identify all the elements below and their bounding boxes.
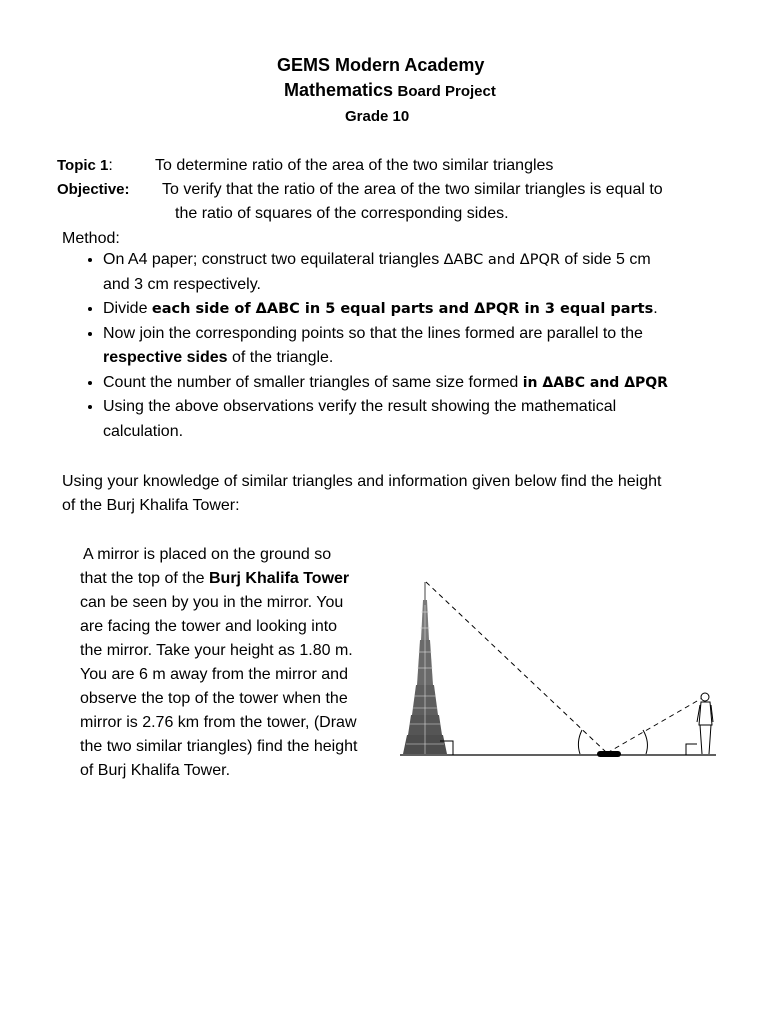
sight-line-tower [426, 582, 607, 753]
grade: Grade 10 [345, 108, 410, 125]
topic-label: Topic 1 [57, 157, 109, 174]
objective-line1: To verify that the ratio of the area of the two similar triangles is equal to [162, 181, 663, 198]
project: Board Project [397, 83, 496, 100]
list-item: • Using the above observations verify the result showing the mathematical calculation. [103, 395, 763, 444]
topic-colon: : [108, 157, 113, 174]
burj-intro-line2: of the Burj Khalifa Tower: [62, 497, 240, 514]
objective-line2: the ratio of squares of the corresponding sides. [175, 205, 509, 222]
list-item: • Divide each side of ΔABC in 5 equal parts and ΔPQR in 3 equal parts. [103, 297, 763, 322]
list-item: • On A4 paper; construct two equilateral triangles ΔABC and ΔPQR of side 5 cm and 3 cm respectively. [103, 248, 763, 297]
objective-label: Objective: [57, 181, 130, 198]
angle-arc-right [643, 730, 647, 754]
method-heading: Method: [62, 230, 120, 247]
topic-text: To determine ratio of the area of the two similar triangles [155, 157, 554, 174]
burj-khalifa-tower [403, 582, 453, 755]
sight-line-eye [607, 697, 704, 753]
list-item: • Now join the corresponding points so that the lines formed are parallel to the respective sides of the triangle. [103, 322, 763, 371]
mirror [597, 751, 621, 757]
school-name: GEMS Modern Academy [277, 55, 485, 75]
problem-text: A mirror is placed on the ground so that the top of the Burj Khalifa Tower can be seen by you in the mirror. You are facing the tower and looking into the mirror. Take your height as 1.80 m. You are 6 m away from the mirror and observe the top of the tower when the mirror is 2.76 km from the tower, (Draw the two similar triangles) find the height of Burj Khalifa Tower. [80, 546, 358, 779]
angle-arc-left [578, 730, 582, 754]
right-angle-person [686, 744, 697, 755]
list-item: • Count the number of smaller triangles of same size formed in ΔABC and ΔPQR [103, 371, 763, 396]
person-icon [697, 693, 713, 754]
subject: Mathematics [284, 80, 394, 100]
burj-intro-line1: Using your knowledge of similar triangles and information given below find the height [62, 473, 662, 490]
